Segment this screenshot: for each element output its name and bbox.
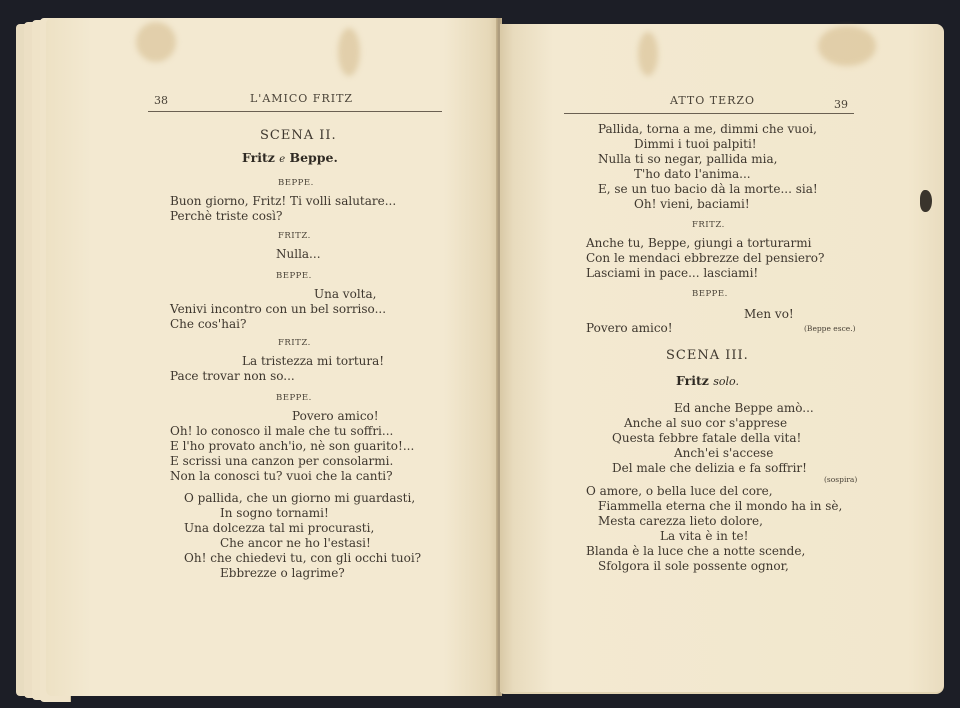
text-line: Una volta, bbox=[314, 287, 377, 301]
scene-characters bbox=[676, 373, 739, 388]
speaker-label: BEPPE. bbox=[692, 289, 728, 299]
speaker-label: FRITZ. bbox=[278, 231, 311, 241]
text-line: Che cos'hai? bbox=[170, 317, 247, 331]
stain bbox=[638, 32, 658, 76]
scene-characters bbox=[242, 150, 338, 165]
running-head: ATTO TERZO bbox=[670, 94, 756, 107]
text-line: Con le mendaci ebbrezze del pensiero? bbox=[586, 251, 825, 265]
text-line: Lasciami in pace... lasciami! bbox=[586, 266, 759, 280]
text-line: Oh! che chiedevi tu, con gli occhi tuoi? bbox=[184, 551, 422, 565]
stain bbox=[136, 22, 176, 62]
page-damage bbox=[920, 190, 932, 212]
character-name: Fritz bbox=[242, 150, 275, 165]
text-line: E l'ho provato anch'io, nè son guarito!... bbox=[170, 439, 415, 453]
header-rule bbox=[148, 111, 442, 112]
text-line: Venivi incontro con un bel sorriso... bbox=[170, 302, 387, 316]
text-line: In sogno tornami! bbox=[220, 506, 329, 520]
text-line: O pallida, che un giorno mi guardasti, bbox=[184, 491, 416, 505]
text-line: Oh! vieni, baciami! bbox=[634, 197, 750, 211]
stage-direction: (sospira) bbox=[824, 475, 858, 484]
stain bbox=[338, 28, 360, 76]
speaker-label: BEPPE. bbox=[278, 178, 314, 188]
scene-title: SCENA II. bbox=[260, 128, 337, 143]
stage-direction: (Beppe esce.) bbox=[804, 324, 856, 333]
text-line: La vita è in te! bbox=[660, 529, 749, 543]
text-line: Che ancor ne ho l'estasi! bbox=[220, 536, 371, 550]
text-line: Povero amico! bbox=[586, 321, 673, 335]
text-line: Pace trovar non so... bbox=[170, 369, 295, 383]
scene-title: SCENA III. bbox=[666, 348, 749, 363]
speaker-label: BEPPE. bbox=[276, 393, 312, 403]
text-line: Blanda è la luce che a notte scende, bbox=[586, 544, 806, 558]
right-page bbox=[500, 24, 944, 692]
stage-note: solo. bbox=[713, 375, 739, 388]
left-page bbox=[46, 18, 498, 696]
text-line: Anch'ei s'accese bbox=[674, 446, 774, 460]
text-line: Una dolcezza tal mi procurasti, bbox=[184, 521, 375, 535]
text-line: Del male che delizia e fa soffrir! bbox=[612, 461, 807, 475]
header-rule bbox=[564, 113, 854, 114]
text-line: Sfolgora il sole possente ognor, bbox=[598, 559, 789, 573]
text-line: Perchè triste così? bbox=[170, 209, 283, 223]
page-number: 38 bbox=[154, 94, 168, 107]
text-line: Questa febbre fatale della vita! bbox=[612, 431, 802, 445]
page-number: 39 bbox=[834, 98, 848, 111]
text-line: Fiammella eterna che il mondo ha in sè, bbox=[598, 499, 843, 513]
text-line: E scrissi una canzon per consolarmi. bbox=[170, 454, 394, 468]
text-line: E, se un tuo bacio dà la morte... sia! bbox=[598, 182, 818, 196]
conjunction: e bbox=[279, 154, 286, 165]
text-line: Ed anche Beppe amò... bbox=[674, 401, 814, 415]
text-line: Buon giorno, Fritz! Ti volli salutare... bbox=[170, 194, 397, 208]
text-line: Mesta carezza lieto dolore, bbox=[598, 514, 763, 528]
text-line: Anche al suo cor s'apprese bbox=[624, 416, 788, 430]
running-head: L'AMICO FRITZ bbox=[250, 92, 354, 105]
character-name: Beppe. bbox=[289, 150, 338, 165]
text-line: Oh! lo conosco il male che tu soffri... bbox=[170, 424, 394, 438]
speaker-label: BEPPE. bbox=[276, 271, 312, 281]
text-line: Nulla... bbox=[276, 247, 321, 261]
speaker-label: FRITZ. bbox=[278, 338, 311, 348]
text-line: La tristezza mi tortura! bbox=[242, 354, 385, 368]
stain bbox=[818, 26, 876, 66]
text-line: Nulla ti so negar, pallida mia, bbox=[598, 152, 778, 166]
text-line: Ebbrezze o lagrime? bbox=[220, 566, 345, 580]
character-name: Fritz bbox=[676, 373, 709, 388]
text-line: T'ho dato l'anima... bbox=[634, 167, 751, 181]
text-line: Anche tu, Beppe, giungi a torturarmi bbox=[586, 236, 812, 250]
text-line: Non la conosci tu? vuoi che la canti? bbox=[170, 469, 393, 483]
text-line: Pallida, torna a me, dimmi che vuoi, bbox=[598, 122, 817, 136]
text-line: Povero amico! bbox=[292, 409, 379, 423]
text-line: O amore, o bella luce del core, bbox=[586, 484, 773, 498]
text-line: Dimmi i tuoi palpiti! bbox=[634, 137, 757, 151]
text-line: Men vo! bbox=[744, 307, 794, 321]
speaker-label: FRITZ. bbox=[692, 220, 725, 230]
